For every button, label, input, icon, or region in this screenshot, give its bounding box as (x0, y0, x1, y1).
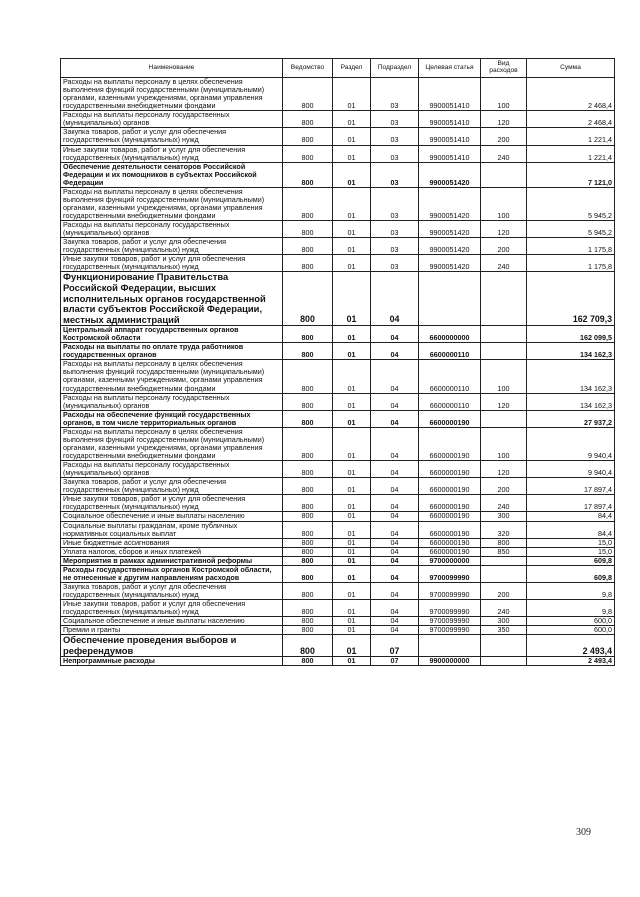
cell-vid: 800 (481, 538, 527, 547)
cell-vid: 100 (481, 427, 527, 460)
cell-celevaya: 6600000190 (419, 512, 481, 521)
cell-celevaya: 6600000190 (419, 538, 481, 547)
cell-summa: 2 468,4 (527, 78, 615, 111)
table-row (61, 556, 615, 565)
cell-vid: 120 (481, 111, 527, 128)
cell-celevaya: 6600000190 (419, 495, 481, 512)
header-ved: Ведомство (283, 59, 333, 78)
cell-razdel: 01 (333, 221, 371, 238)
cell-razdel: 01 (333, 582, 371, 599)
cell-ved: 800 (283, 461, 333, 478)
cell-podrazdel: 04 (371, 461, 419, 478)
table-row (61, 600, 615, 617)
cell-vid (481, 162, 527, 187)
cell-celevaya: 9900051420 (419, 238, 481, 255)
cell-celevaya (419, 635, 481, 657)
cell-podrazdel: 04 (371, 538, 419, 547)
cell-name: Расходы на выплаты персоналу государственных (муниципальных) органов (61, 111, 283, 128)
cell-celevaya: 9900051420 (419, 162, 481, 187)
cell-name: Премии и гранты (61, 626, 283, 635)
cell-podrazdel: 03 (371, 238, 419, 255)
cell-celevaya (419, 272, 481, 326)
cell-podrazdel: 04 (371, 360, 419, 393)
header-celevaya: Целевая статья (419, 59, 481, 78)
cell-ved: 800 (283, 343, 333, 360)
table-row (61, 343, 615, 360)
table-row (61, 657, 615, 666)
table-row (61, 78, 615, 111)
cell-podrazdel: 04 (371, 326, 419, 343)
cell-summa: 17 897,4 (527, 495, 615, 512)
cell-ved: 800 (283, 326, 333, 343)
cell-razdel: 01 (333, 78, 371, 111)
table-row (61, 128, 615, 145)
cell-celevaya: 6600000190 (419, 521, 481, 538)
cell-summa: 84,4 (527, 521, 615, 538)
cell-podrazdel: 07 (371, 635, 419, 657)
cell-celevaya: 6600000190 (419, 461, 481, 478)
cell-summa: 9,8 (527, 582, 615, 599)
cell-celevaya: 9900051420 (419, 255, 481, 272)
cell-summa: 15,0 (527, 538, 615, 547)
cell-podrazdel: 03 (371, 78, 419, 111)
cell-ved: 800 (283, 145, 333, 162)
cell-name: Функционирование Правительства Российской Федерации, высших исполнительных органов государственной власти субъектов Российской Федерации, местных администраций (61, 272, 283, 326)
cell-razdel: 01 (333, 556, 371, 565)
cell-vid: 300 (481, 512, 527, 521)
cell-podrazdel: 03 (371, 187, 419, 220)
cell-summa: 5 945,2 (527, 221, 615, 238)
table-row (61, 565, 615, 582)
table-row (61, 393, 615, 410)
cell-celevaya: 9700099990 (419, 617, 481, 626)
cell-ved: 800 (283, 410, 333, 427)
cell-vid: 200 (481, 238, 527, 255)
cell-razdel: 01 (333, 565, 371, 582)
cell-vid (481, 635, 527, 657)
table-row (61, 272, 615, 326)
cell-ved: 800 (283, 512, 333, 521)
table-row (61, 495, 615, 512)
cell-summa: 162 099,5 (527, 326, 615, 343)
cell-ved: 800 (283, 111, 333, 128)
header-vid: Вид расходов (481, 59, 527, 78)
cell-ved: 800 (283, 556, 333, 565)
cell-name: Расходы на выплаты по оплате труда работников государственных органов (61, 343, 283, 360)
cell-name: Иные бюджетные ассигнования (61, 538, 283, 547)
cell-ved: 800 (283, 582, 333, 599)
cell-name: Уплата налогов, сборов и иных платежей (61, 547, 283, 556)
cell-ved: 800 (283, 617, 333, 626)
cell-podrazdel: 04 (371, 272, 419, 326)
cell-name: Расходы на выплаты персоналу в целях обеспечения выполнения функций государственными (муниципальными) органами, казенными учреждениями, органами управления государственными внебюджетными фондами (61, 360, 283, 393)
cell-ved: 800 (283, 547, 333, 556)
cell-razdel: 01 (333, 495, 371, 512)
cell-celevaya: 9700099990 (419, 626, 481, 635)
page-number: 309 (576, 827, 591, 838)
table-row (61, 427, 615, 460)
cell-podrazdel: 03 (371, 111, 419, 128)
cell-ved: 800 (283, 521, 333, 538)
cell-name: Расходы на выплаты персоналу в целях обеспечения выполнения функций государственными (муниципальными) органами, казенными учреждениями, органами управления государственными внебюджетными фондами (61, 187, 283, 220)
table-row (61, 360, 615, 393)
cell-razdel: 01 (333, 427, 371, 460)
cell-celevaya: 9700099990 (419, 582, 481, 599)
table-row (61, 238, 615, 255)
cell-summa: 15,0 (527, 547, 615, 556)
cell-vid: 200 (481, 478, 527, 495)
cell-summa: 2 468,4 (527, 111, 615, 128)
table-row (61, 547, 615, 556)
cell-name: Непрограммные расходы (61, 657, 283, 666)
table-row (61, 521, 615, 538)
cell-vid: 120 (481, 461, 527, 478)
table-row (61, 538, 615, 547)
cell-razdel: 01 (333, 521, 371, 538)
table-row (61, 221, 615, 238)
cell-ved: 800 (283, 128, 333, 145)
cell-celevaya: 9700000000 (419, 556, 481, 565)
cell-razdel: 01 (333, 187, 371, 220)
cell-celevaya: 6600000190 (419, 547, 481, 556)
cell-celevaya: 9700099990 (419, 565, 481, 582)
cell-celevaya: 6600000110 (419, 360, 481, 393)
cell-ved: 800 (283, 635, 333, 657)
cell-name: Социальное обеспечение и иные выплаты населению (61, 617, 283, 626)
cell-podrazdel: 03 (371, 162, 419, 187)
cell-celevaya: 9900000000 (419, 657, 481, 666)
cell-summa: 609,8 (527, 556, 615, 565)
table-body (61, 78, 615, 666)
cell-razdel: 01 (333, 538, 371, 547)
cell-ved: 800 (283, 427, 333, 460)
cell-razdel: 01 (333, 145, 371, 162)
cell-vid (481, 565, 527, 582)
table-row (61, 187, 615, 220)
cell-podrazdel: 04 (371, 410, 419, 427)
cell-podrazdel: 04 (371, 343, 419, 360)
cell-ved: 800 (283, 657, 333, 666)
cell-vid: 240 (481, 255, 527, 272)
cell-summa: 17 897,4 (527, 478, 615, 495)
cell-name: Расходы на выплаты персоналу государственных (муниципальных) органов (61, 393, 283, 410)
cell-summa: 27 937,2 (527, 410, 615, 427)
header-summa: Сумма (527, 59, 615, 78)
cell-name: Иные закупки товаров, работ и услуг для обеспечения государственных (муниципальных) нужд (61, 495, 283, 512)
cell-name: Иные закупки товаров, работ и услуг для обеспечения государственных (муниципальных) нужд (61, 600, 283, 617)
cell-ved: 800 (283, 238, 333, 255)
cell-vid: 240 (481, 600, 527, 617)
cell-summa: 162 709,3 (527, 272, 615, 326)
cell-name: Обеспечение проведения выборов и референдумов (61, 635, 283, 657)
cell-razdel: 01 (333, 626, 371, 635)
cell-vid: 200 (481, 582, 527, 599)
cell-razdel: 01 (333, 600, 371, 617)
cell-razdel: 01 (333, 512, 371, 521)
header-podrazdel: Подраздел (371, 59, 419, 78)
cell-vid: 320 (481, 521, 527, 538)
header-razdel: Раздел (333, 59, 371, 78)
cell-vid (481, 410, 527, 427)
cell-podrazdel: 03 (371, 255, 419, 272)
cell-podrazdel: 04 (371, 495, 419, 512)
cell-name: Иные закупки товаров, работ и услуг для обеспечения государственных (муниципальных) нужд (61, 255, 283, 272)
cell-name: Закупка товаров, работ и услуг для обеспечения государственных (муниципальных) нужд (61, 128, 283, 145)
cell-vid: 240 (481, 145, 527, 162)
cell-summa: 134 162,3 (527, 393, 615, 410)
cell-razdel: 01 (333, 461, 371, 478)
cell-podrazdel: 04 (371, 582, 419, 599)
cell-summa: 1 221,4 (527, 128, 615, 145)
cell-celevaya: 6600000190 (419, 478, 481, 495)
cell-vid (481, 343, 527, 360)
cell-celevaya: 9900051420 (419, 221, 481, 238)
cell-vid: 240 (481, 495, 527, 512)
header-name: Наименование (61, 59, 283, 78)
cell-ved: 800 (283, 478, 333, 495)
cell-name: Центральный аппарат государственных органов Костромской области (61, 326, 283, 343)
table-row (61, 635, 615, 657)
cell-podrazdel: 03 (371, 145, 419, 162)
cell-razdel: 01 (333, 162, 371, 187)
cell-vid (481, 272, 527, 326)
cell-name: Расходы на выплаты персоналу государственных (муниципальных) органов (61, 461, 283, 478)
cell-podrazdel: 04 (371, 600, 419, 617)
cell-razdel: 01 (333, 272, 371, 326)
cell-ved: 800 (283, 600, 333, 617)
cell-razdel: 01 (333, 478, 371, 495)
table-row (61, 255, 615, 272)
cell-celevaya: 9900051410 (419, 145, 481, 162)
table-row (61, 111, 615, 128)
cell-ved: 800 (283, 565, 333, 582)
cell-razdel: 01 (333, 393, 371, 410)
cell-razdel: 01 (333, 326, 371, 343)
cell-celevaya: 6600000000 (419, 326, 481, 343)
table-row (61, 626, 615, 635)
cell-celevaya: 9700099990 (419, 600, 481, 617)
cell-name: Иные закупки товаров, работ и услуг для обеспечения государственных (муниципальных) нужд (61, 145, 283, 162)
budget-table-container (60, 58, 614, 666)
cell-summa: 1 175,8 (527, 255, 615, 272)
table-row (61, 145, 615, 162)
cell-summa: 9,8 (527, 600, 615, 617)
cell-ved: 800 (283, 538, 333, 547)
cell-razdel: 01 (333, 410, 371, 427)
cell-celevaya: 6600000190 (419, 427, 481, 460)
cell-name: Расходы государственных органов Костромской области, не отнесенные к другим направлениям расходов (61, 565, 283, 582)
cell-celevaya: 9900051410 (419, 111, 481, 128)
cell-podrazdel: 04 (371, 478, 419, 495)
cell-name: Социальное обеспечение и иные выплаты населению (61, 512, 283, 521)
table-row (61, 478, 615, 495)
cell-razdel: 01 (333, 343, 371, 360)
cell-vid: 200 (481, 128, 527, 145)
cell-ved: 800 (283, 187, 333, 220)
cell-razdel: 01 (333, 547, 371, 556)
cell-ved: 800 (283, 272, 333, 326)
cell-vid: 100 (481, 360, 527, 393)
cell-vid: 100 (481, 187, 527, 220)
cell-summa: 134 162,3 (527, 360, 615, 393)
cell-ved: 800 (283, 393, 333, 410)
cell-podrazdel: 04 (371, 565, 419, 582)
cell-podrazdel: 04 (371, 617, 419, 626)
cell-name: Мероприятия в рамках административной реформы (61, 556, 283, 565)
table-row (61, 162, 615, 187)
cell-celevaya: 6600000110 (419, 343, 481, 360)
cell-podrazdel: 03 (371, 128, 419, 145)
cell-vid (481, 556, 527, 565)
cell-podrazdel: 07 (371, 657, 419, 666)
cell-razdel: 01 (333, 657, 371, 666)
cell-summa: 84,4 (527, 512, 615, 521)
cell-celevaya: 9900051410 (419, 128, 481, 145)
cell-ved: 800 (283, 162, 333, 187)
cell-ved: 800 (283, 360, 333, 393)
cell-name: Расходы на обеспечение функций государственных органов, в том числе территориальных органов (61, 410, 283, 427)
budget-table (60, 58, 615, 666)
cell-vid: 850 (481, 547, 527, 556)
cell-summa: 1 221,4 (527, 145, 615, 162)
cell-summa: 609,8 (527, 565, 615, 582)
cell-name: Расходы на выплаты персоналу в целях обеспечения выполнения функций государственными (муниципальными) органами, казенными учреждениями, органами управления государственными внебюджетными фондами (61, 78, 283, 111)
cell-razdel: 01 (333, 238, 371, 255)
cell-podrazdel: 03 (371, 221, 419, 238)
cell-podrazdel: 04 (371, 512, 419, 521)
cell-vid: 120 (481, 393, 527, 410)
cell-razdel: 01 (333, 111, 371, 128)
cell-razdel: 01 (333, 360, 371, 393)
table-row (61, 582, 615, 599)
cell-ved: 800 (283, 255, 333, 272)
cell-name: Закупка товаров, работ и услуг для обеспечения государственных (муниципальных) нужд (61, 238, 283, 255)
cell-podrazdel: 04 (371, 626, 419, 635)
cell-celevaya: 9900051410 (419, 78, 481, 111)
table-header-row (61, 59, 615, 78)
cell-summa: 600,0 (527, 626, 615, 635)
cell-razdel: 01 (333, 128, 371, 145)
cell-vid: 300 (481, 617, 527, 626)
cell-summa: 9 940,4 (527, 427, 615, 460)
cell-ved: 800 (283, 626, 333, 635)
cell-ved: 800 (283, 221, 333, 238)
cell-vid: 120 (481, 221, 527, 238)
cell-summa: 5 945,2 (527, 187, 615, 220)
cell-podrazdel: 04 (371, 556, 419, 565)
cell-celevaya: 6600000110 (419, 393, 481, 410)
cell-razdel: 01 (333, 255, 371, 272)
cell-podrazdel: 04 (371, 547, 419, 556)
cell-name: Расходы на выплаты персоналу государственных (муниципальных) органов (61, 221, 283, 238)
cell-vid: 350 (481, 626, 527, 635)
cell-name: Расходы на выплаты персоналу в целях обеспечения выполнения функций государственными (муниципальными) органами, казенными учреждениями, органами управления государственными внебюджетными фондами (61, 427, 283, 460)
cell-razdel: 01 (333, 635, 371, 657)
cell-summa: 2 493,4 (527, 657, 615, 666)
table-row (61, 410, 615, 427)
cell-summa: 134 162,3 (527, 343, 615, 360)
cell-summa: 9 940,4 (527, 461, 615, 478)
cell-podrazdel: 04 (371, 393, 419, 410)
cell-summa: 7 121,0 (527, 162, 615, 187)
cell-name: Закупка товаров, работ и услуг для обеспечения государственных (муниципальных) нужд (61, 478, 283, 495)
cell-podrazdel: 04 (371, 427, 419, 460)
cell-name: Обеспечение деятельности сенаторов Российской Федерации и их помощников в субъектах Российской Федерации (61, 162, 283, 187)
table-row (61, 461, 615, 478)
cell-podrazdel: 04 (371, 521, 419, 538)
cell-celevaya: 6600000190 (419, 410, 481, 427)
table-row (61, 326, 615, 343)
cell-ved: 800 (283, 495, 333, 512)
cell-summa: 600,0 (527, 617, 615, 626)
cell-summa: 2 493,4 (527, 635, 615, 657)
cell-vid: 100 (481, 78, 527, 111)
table-row (61, 617, 615, 626)
cell-name: Социальные выплаты гражданам, кроме публичных нормативных социальных выплат (61, 521, 283, 538)
cell-name: Закупка товаров, работ и услуг для обеспечения государственных (муниципальных) нужд (61, 582, 283, 599)
cell-vid (481, 326, 527, 343)
table-row (61, 512, 615, 521)
cell-ved: 800 (283, 78, 333, 111)
cell-celevaya: 9900051420 (419, 187, 481, 220)
cell-summa: 1 175,8 (527, 238, 615, 255)
cell-razdel: 01 (333, 617, 371, 626)
cell-vid (481, 657, 527, 666)
